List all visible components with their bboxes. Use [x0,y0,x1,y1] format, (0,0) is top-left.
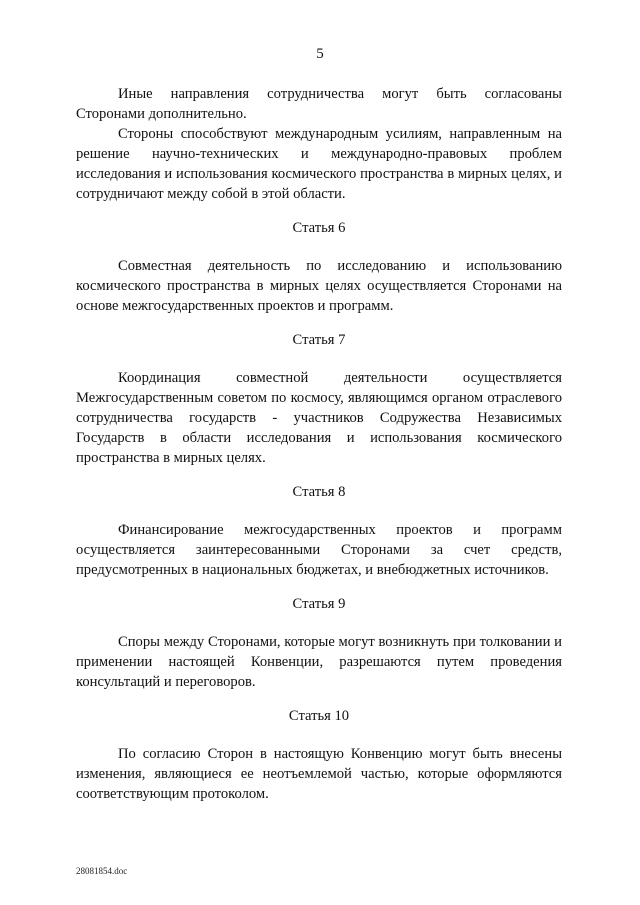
article-title-6: Статья 6 [292,220,346,236]
paragraph: Координация совместной деятельности осуществляется Межгосударственным советом по космосу, являющимся органом отраслевого сотрудничества государств - участников Содружества Независимых Государств в области исследования и использования космического пространства в мирных целях. [76,370,562,466]
article-title-7: Статья 7 [292,332,346,348]
article-title-9: Статья 9 [292,596,346,612]
file-name-footer: 28081854.doc [76,866,128,876]
page-number: 5 [316,46,324,62]
paragraph: Совместная деятельность по исследованию и использованию космического пространства в мирных целях осуществляется Сторонами на основе межгосударственных проектов и программ. [76,258,562,314]
paragraph: По согласию Сторон в настоящую Конвенцию могут быть внесены изменения, являющиеся ее неотъемлемой частью, которые оформляются соответствующим протоколом. [76,746,562,802]
document-body [76,84,562,804]
paragraph: Финансирование межгосударственных проектов и программ осуществляется заинтересованными Сторонами за счет средств, предусмотренных в национальных бюджетах, и внебюджетных источников. [76,522,562,578]
article-title-8: Статья 8 [292,484,346,500]
paragraph: Иные направления сотрудничества могут быть согласованы Сторонами дополнительно. [76,86,562,122]
article-title-10: Статья 10 [288,708,350,724]
paragraph: Стороны способствуют международным усилиям, направленным на решение научно-технических и международно-правовых проблем исследования и использования космического пространства в мирных целях, и сотрудничают между собой в этой области. [76,126,562,202]
paragraph: Споры между Сторонами, которые могут возникнуть при толковании и применении настоящей Конвенции, разрешаются путем проведения консультаций и переговоров. [76,634,562,690]
